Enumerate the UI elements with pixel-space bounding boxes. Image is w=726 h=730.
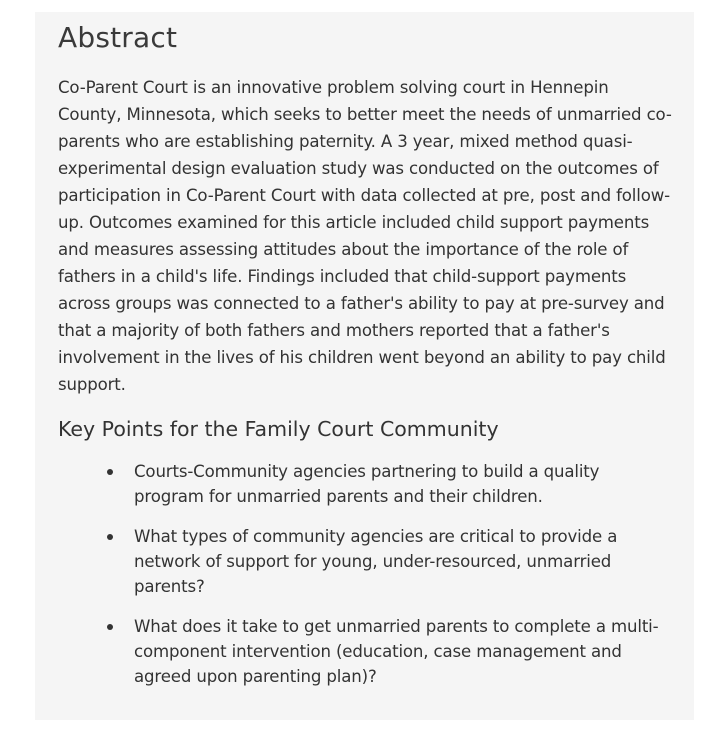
key-points-list	[134, 459, 674, 704]
key-point-item	[134, 524, 674, 599]
bullet-icon	[107, 624, 113, 630]
abstract-heading: Abstract	[58, 21, 178, 54]
abstract-panel	[35, 12, 694, 720]
key-point-text: Courts-Community agencies partnering to build a quality program for unmarried parents and their children.	[134, 462, 600, 506]
bullet-icon	[107, 469, 113, 475]
key-point-item	[134, 459, 674, 509]
abstract-text: Co-Parent Court is an innovative problem solving court in Hennepin County, Minnesota, which seeks to better meet the needs of unmarried co-parents who are establishing paternity. A 3 year, mixed method quasi-experimental design evaluation study was conducted on the outcomes of participation in Co-Parent Court with data collected at pre, post and follow-up. Outcomes examined for this article included child support payments and measures assessing attitudes about the importance of the role of fathers in a child's life. Findings included that child-support payments across groups was connected to a father's ability to pay at pre-survey and that a majority of both fathers and mothers reported that a father's involvement in the lives of his children went beyond an ability to pay child support.	[58, 78, 672, 394]
key-point-item	[134, 614, 674, 689]
key-point-text: What does it take to get unmarried parents to complete a multi-component intervention (education, case management and agreed upon parenting plan)?	[134, 617, 659, 686]
key-points-heading: Key Points for the Family Court Community	[58, 417, 499, 441]
bullet-icon	[107, 534, 113, 540]
key-point-text: What types of community agencies are critical to provide a network of support for young, under-resourced, unmarried parents?	[134, 527, 618, 596]
